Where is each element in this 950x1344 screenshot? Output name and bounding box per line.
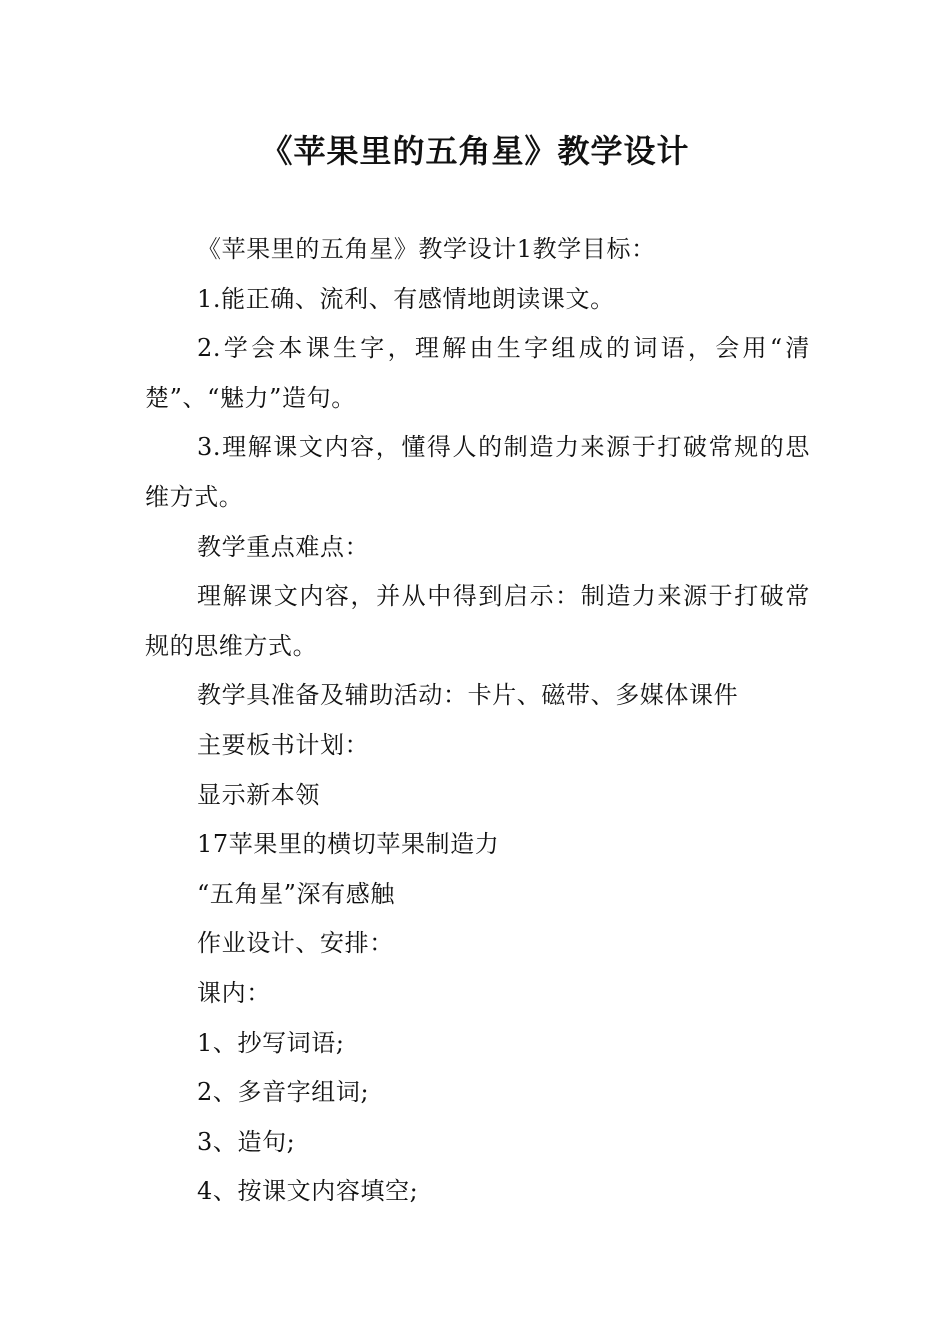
paragraph: 教学具准备及辅助活动：卡片、磁带、多媒体课件 <box>197 681 739 710</box>
document-title: 《苹果里的五角星》教学设计 <box>260 132 690 170</box>
paragraph: 主要板书计划： <box>197 730 370 759</box>
paragraph: 2.学会本课生字，理解由生字组成的词语，会用“清楚”、“魅力”造句。 <box>145 334 810 412</box>
paragraph: 1.能正确、流利、有感情地朗读课文。 <box>197 284 615 313</box>
paragraph: 作业设计、安排： <box>197 929 394 958</box>
paragraph: 显示新本领 <box>197 780 320 809</box>
paragraph: 教学重点难点： <box>197 532 370 561</box>
paragraph: “五角星”深有感触 <box>197 879 395 908</box>
paragraph: 理解课文内容，并从中得到启示：制造力来源于打破常规的思维方式。 <box>145 582 810 660</box>
list-item: 4、按课文内容填空; <box>197 1177 419 1206</box>
paragraph: 《苹果里的五角星》教学设计1教学目标： <box>197 235 656 263</box>
list-item: 1、抄写词语; <box>197 1028 345 1057</box>
paragraph: 3.理解课文内容，懂得人的制造力来源于打破常规的思维方式。 <box>145 433 810 511</box>
list-item: 3、造句; <box>197 1127 296 1156</box>
list-item: 2、多音字组词; <box>197 1078 370 1107</box>
paragraph: 课内： <box>197 978 271 1007</box>
paragraph: 17苹果里的横切苹果制造力 <box>197 830 500 859</box>
document-body <box>145 225 810 1217</box>
